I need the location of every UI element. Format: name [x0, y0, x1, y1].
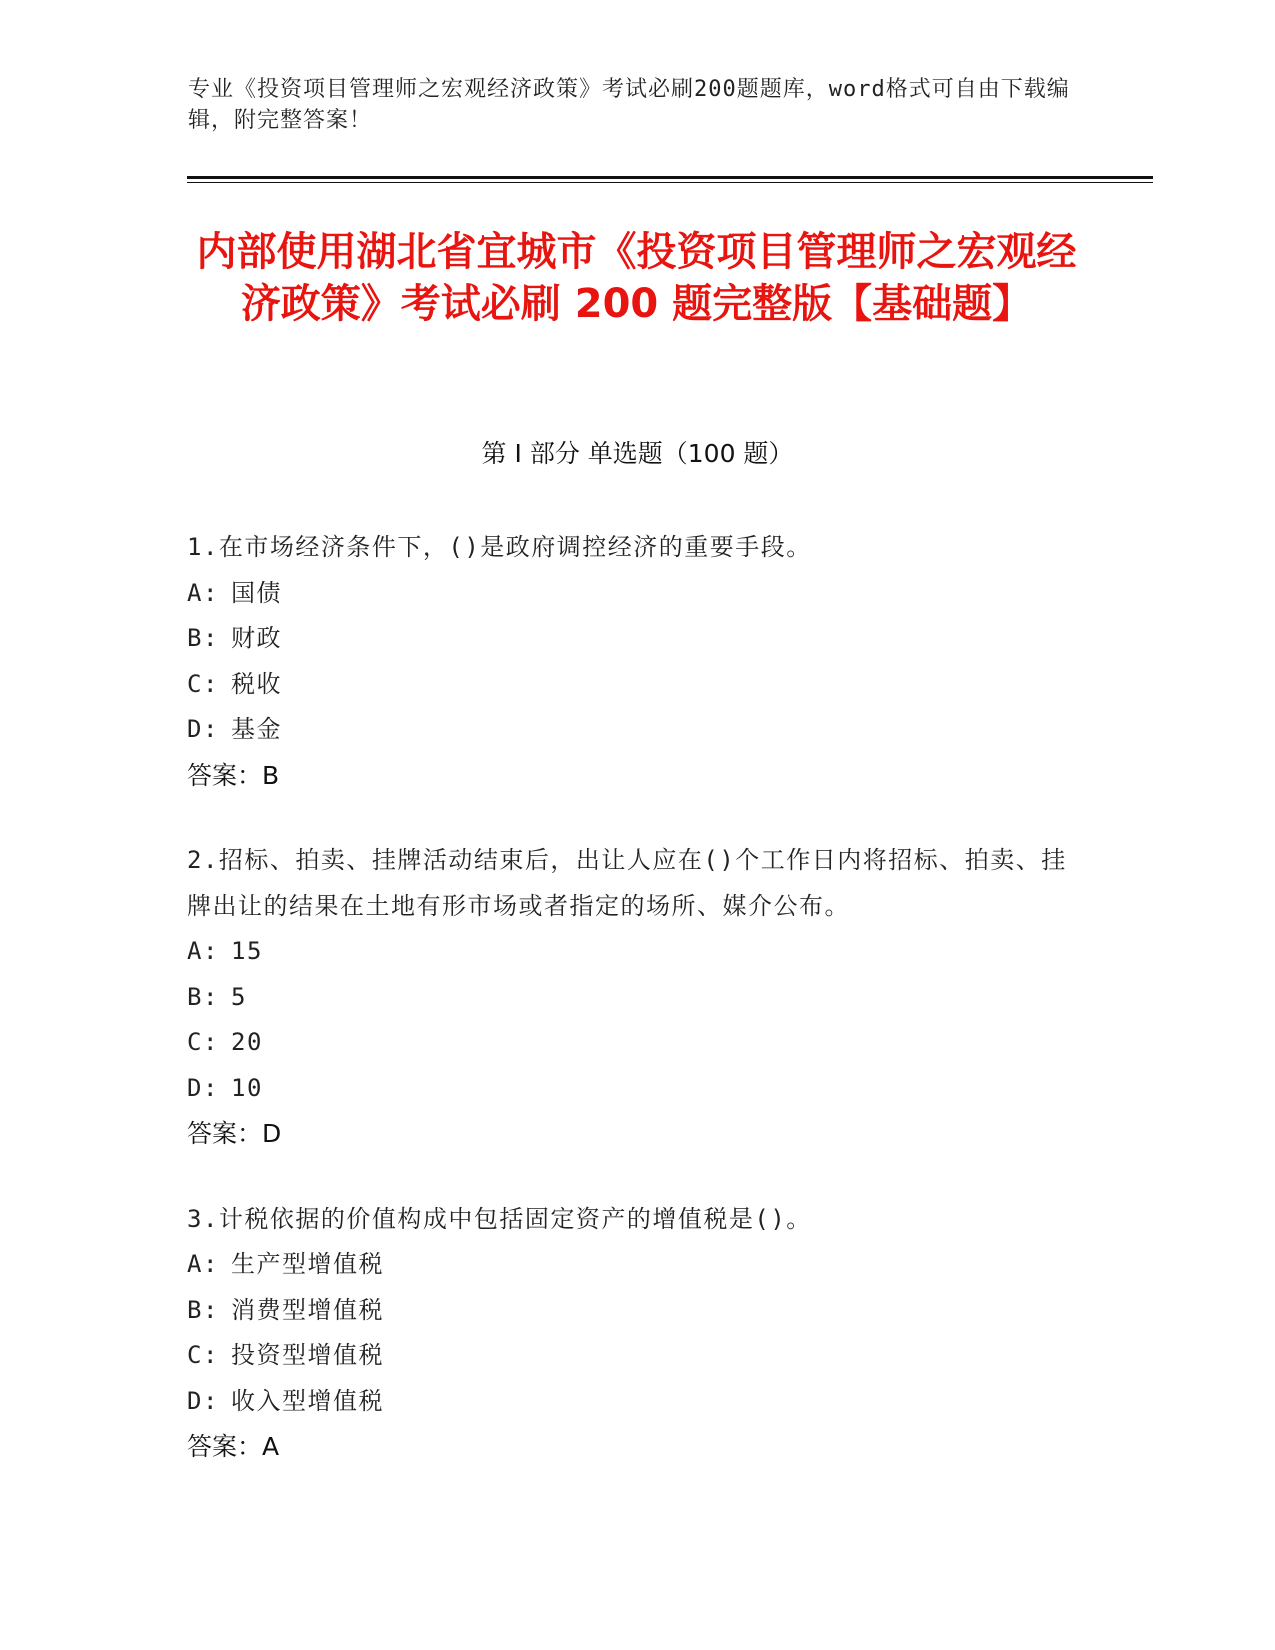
option-a — [187, 929, 1077, 975]
option-letter: C: — [187, 669, 219, 698]
option-letter: C: — [187, 1028, 219, 1056]
option-letter: B: — [187, 1295, 219, 1324]
option-text: 国债 — [231, 578, 282, 607]
option-text: 财政 — [231, 624, 282, 652]
option-text: 基金 — [231, 715, 282, 743]
option-letter: D: — [187, 1386, 219, 1415]
option-text: 收入型增值税 — [231, 1386, 384, 1415]
answer-label: 答案： — [187, 1432, 263, 1461]
header-note: 专业《投资项目管理师之宏观经济政策》考试必刷200题题库，word格式可自由下载编辑，附完整答案！ — [188, 77, 1070, 133]
option-b — [187, 616, 1077, 662]
question-1 — [187, 525, 1077, 798]
option-text: 消费型增值税 — [231, 1295, 384, 1324]
option-c — [187, 1020, 1077, 1066]
answer-value: D — [262, 1119, 282, 1148]
answer-label: 答案： — [187, 760, 263, 790]
option-text: 生产型增值税 — [231, 1250, 384, 1278]
option-letter: A: — [187, 1250, 219, 1278]
option-letter: D: — [187, 1073, 219, 1102]
section-title: 第 I 部分 单选题（100 题） — [481, 439, 794, 468]
answer-value: A — [262, 1432, 280, 1461]
question-stem: 3.计税依据的价值构成中包括固定资产的增值税是()。 — [187, 1204, 812, 1233]
option-letter: B: — [187, 624, 219, 652]
option-text: 10 — [231, 1073, 263, 1102]
option-b — [187, 975, 1077, 1021]
option-letter: A: — [187, 937, 219, 965]
option-d — [187, 1379, 1077, 1425]
document-title: 内部使用湖北省宜城市《投资项目管理师之宏观经济政策》考试必刷 200 题完整版【基础题】 — [196, 229, 1077, 327]
option-text: 税收 — [231, 669, 282, 698]
question-stem: 2.招标、拍卖、挂牌活动结束后，出让人应在()个工作日内将招标、拍卖、挂牌出让的结果在土地有形市场或者指定的场所、媒介公布。 — [187, 846, 1067, 920]
answer-line — [187, 1424, 1077, 1470]
header-divider-thin — [187, 182, 1153, 183]
option-d — [187, 707, 1077, 753]
option-letter: A: — [187, 578, 219, 607]
header-divider-thick — [187, 176, 1153, 179]
option-letter: C: — [187, 1341, 219, 1369]
option-c — [187, 662, 1077, 708]
question-2 — [187, 838, 1077, 1157]
option-text: 投资型增值税 — [231, 1341, 384, 1369]
option-c — [187, 1333, 1077, 1379]
answer-line — [187, 753, 1077, 799]
option-d — [187, 1066, 1077, 1112]
answer-value: B — [262, 760, 280, 790]
answer-line — [187, 1111, 1077, 1157]
option-text: 15 — [231, 937, 263, 965]
question-list — [187, 525, 1077, 1510]
answer-label: 答案： — [187, 1119, 263, 1148]
option-a — [187, 1242, 1077, 1288]
option-text: 20 — [231, 1028, 263, 1056]
question-stem: 1.在市场经济条件下，()是政府调控经济的重要手段。 — [187, 533, 812, 561]
option-a — [187, 571, 1077, 617]
option-letter: B: — [187, 982, 219, 1011]
option-b — [187, 1288, 1077, 1334]
option-text: 5 — [231, 982, 247, 1011]
question-3 — [187, 1197, 1077, 1470]
option-letter: D: — [187, 715, 219, 743]
